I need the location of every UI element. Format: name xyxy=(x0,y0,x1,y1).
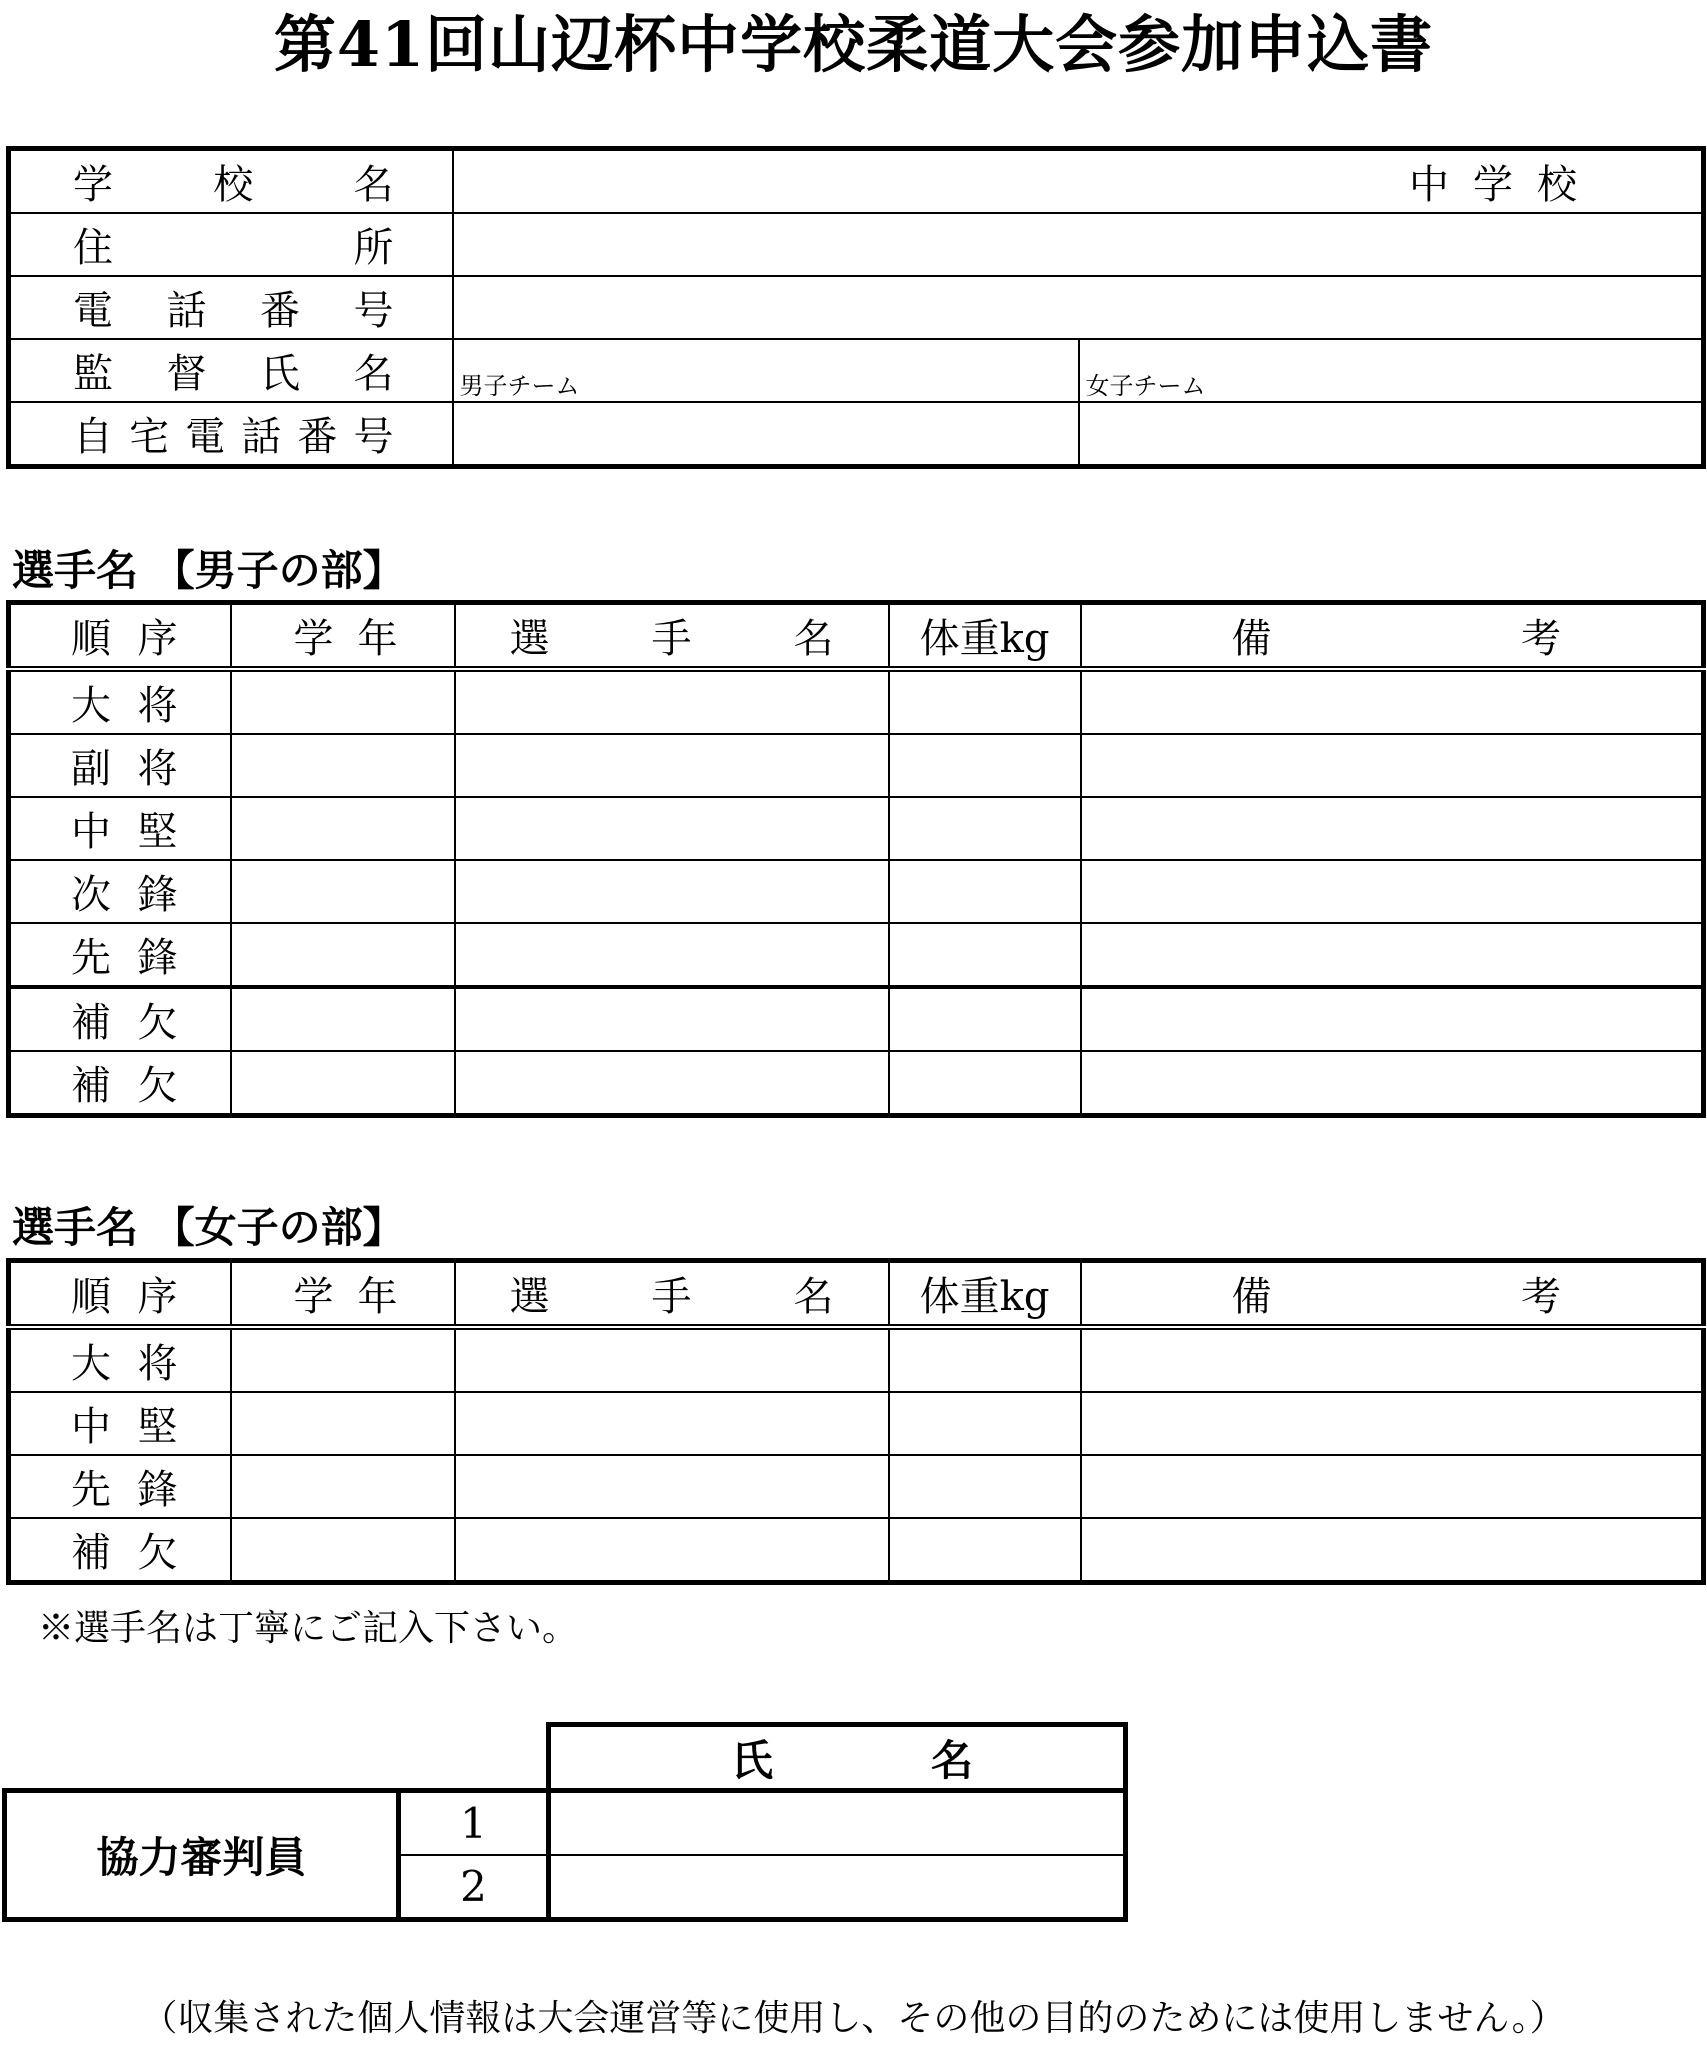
player-name-header: 選 手 名 xyxy=(455,603,889,670)
grade-field[interactable] xyxy=(231,1455,455,1518)
player-name-header: 選 手 名 xyxy=(455,1261,889,1328)
table-row xyxy=(9,734,1704,797)
player-name-field[interactable] xyxy=(455,1327,889,1392)
privacy-footer: （収集された個人情報は大会運営等に使用し、その他の目的のためには使用しません。） xyxy=(141,1998,1566,2039)
coach-row xyxy=(9,339,1704,402)
weight-field[interactable] xyxy=(889,923,1081,987)
grade-field[interactable] xyxy=(231,669,455,734)
girls-header-row xyxy=(9,1261,1704,1328)
coach-label: 監 督 氏 名 xyxy=(9,339,453,402)
address-label: 住 所 xyxy=(9,213,453,276)
referee-name-field-1[interactable] xyxy=(549,1791,1126,1856)
weight-field[interactable] xyxy=(889,797,1081,860)
grade-header: 学 年 xyxy=(231,603,455,670)
entry-note: ※選手名は丁寧にご記入下さい。 xyxy=(38,1608,579,1649)
remarks-field[interactable] xyxy=(1081,669,1704,734)
table-row xyxy=(9,1455,1704,1518)
remarks-field[interactable] xyxy=(1081,734,1704,797)
phone-row xyxy=(9,276,1704,339)
table-row xyxy=(9,1518,1704,1583)
remarks-header: 備 考 xyxy=(1081,603,1704,670)
remarks-field[interactable] xyxy=(1081,1051,1704,1116)
boys-roster-table xyxy=(6,600,1706,1118)
girls-section-heading: 選手名 【女子の部】 xyxy=(12,1203,405,1252)
remarks-field[interactable] xyxy=(1081,1455,1704,1518)
remarks-field[interactable] xyxy=(1081,923,1704,987)
referee-number-1: 1 xyxy=(399,1791,549,1856)
position-label: 副 将 xyxy=(9,734,231,797)
home-phone-label: 自 宅 電 話 番 号 xyxy=(9,402,453,467)
table-row xyxy=(9,860,1704,923)
referee-number-2: 2 xyxy=(399,1855,549,1920)
coach-girls-field[interactable]: 女子チーム xyxy=(1079,339,1704,402)
referee-name-field-2[interactable] xyxy=(549,1855,1126,1920)
remarks-field[interactable] xyxy=(1081,1518,1704,1583)
home-phone-girls-field[interactable] xyxy=(1079,402,1704,467)
school-suffix: 中学校 xyxy=(1409,162,1601,208)
player-name-field[interactable] xyxy=(455,1455,889,1518)
girls-roster-table xyxy=(6,1258,1706,1585)
coach-boys-field[interactable]: 男子チーム xyxy=(453,339,1079,402)
weight-field[interactable] xyxy=(889,1327,1081,1392)
table-row xyxy=(9,1051,1704,1116)
weight-header: 体重kg xyxy=(889,1261,1081,1328)
position-label: 先 鋒 xyxy=(9,1455,231,1518)
position-label: 中 堅 xyxy=(9,1392,231,1455)
grade-field[interactable] xyxy=(231,797,455,860)
phone-field[interactable] xyxy=(453,276,1704,339)
position-label: 補 欠 xyxy=(9,1051,231,1116)
grade-field[interactable] xyxy=(231,1327,455,1392)
weight-field[interactable] xyxy=(889,1392,1081,1455)
table-row xyxy=(9,797,1704,860)
grade-field[interactable] xyxy=(231,860,455,923)
grade-header: 学 年 xyxy=(231,1261,455,1328)
school-name-field[interactable] xyxy=(453,149,1704,214)
grade-field[interactable] xyxy=(231,1518,455,1583)
position-label: 中 堅 xyxy=(9,797,231,860)
order-header: 順 序 xyxy=(9,1261,231,1328)
player-name-field[interactable] xyxy=(455,1392,889,1455)
grade-field[interactable] xyxy=(231,734,455,797)
address-field[interactable] xyxy=(453,213,1704,276)
table-row xyxy=(9,1327,1704,1392)
position-label: 次 鋒 xyxy=(9,860,231,923)
player-name-field[interactable] xyxy=(455,797,889,860)
home-phone-boys-field[interactable] xyxy=(453,402,1079,467)
grade-field[interactable] xyxy=(231,1051,455,1116)
referee-header-row xyxy=(5,1725,1126,1791)
position-label: 大 将 xyxy=(9,669,231,734)
home-phone-row xyxy=(9,402,1704,467)
table-row xyxy=(9,923,1704,987)
order-header: 順 序 xyxy=(9,603,231,670)
referee-label: 協力審判員 xyxy=(5,1791,399,1920)
table-row xyxy=(9,1392,1704,1455)
referee-name-header: 氏 名 xyxy=(549,1725,1126,1791)
table-row xyxy=(9,669,1704,734)
boys-header-row xyxy=(9,603,1704,670)
remarks-field[interactable] xyxy=(1081,1327,1704,1392)
grade-field[interactable] xyxy=(231,1392,455,1455)
position-label: 補 欠 xyxy=(9,987,231,1051)
phone-label: 電 話 番 号 xyxy=(9,276,453,339)
table-row xyxy=(9,987,1704,1051)
weight-field[interactable] xyxy=(889,669,1081,734)
weight-field[interactable] xyxy=(889,1051,1081,1116)
player-name-field[interactable] xyxy=(455,1518,889,1583)
weight-field[interactable] xyxy=(889,1455,1081,1518)
player-name-field[interactable] xyxy=(455,987,889,1051)
player-name-field[interactable] xyxy=(455,734,889,797)
weight-header: 体重kg xyxy=(889,603,1081,670)
weight-field[interactable] xyxy=(889,987,1081,1051)
boys-section-heading: 選手名 【男子の部】 xyxy=(12,546,405,595)
player-name-field[interactable] xyxy=(455,923,889,987)
remarks-header: 備 考 xyxy=(1081,1261,1704,1328)
remarks-field[interactable] xyxy=(1081,987,1704,1051)
remarks-field[interactable] xyxy=(1081,797,1704,860)
grade-field[interactable] xyxy=(231,923,455,987)
school-name-label: 学 校 名 xyxy=(9,149,453,214)
remarks-field[interactable] xyxy=(1081,1392,1704,1455)
school-row xyxy=(9,149,1704,214)
player-name-field[interactable] xyxy=(455,860,889,923)
referee-table xyxy=(2,1722,1128,1922)
page-title: 第41回山辺杯中学校柔道大会参加申込書 xyxy=(273,8,1434,81)
school-info-table xyxy=(6,146,1706,469)
player-name-field[interactable] xyxy=(455,669,889,734)
weight-field[interactable] xyxy=(889,734,1081,797)
address-row xyxy=(9,213,1704,276)
player-name-field[interactable] xyxy=(455,1051,889,1116)
weight-field[interactable] xyxy=(889,860,1081,923)
remarks-field[interactable] xyxy=(1081,860,1704,923)
position-label: 大 将 xyxy=(9,1327,231,1392)
position-label: 先 鋒 xyxy=(9,923,231,987)
grade-field[interactable] xyxy=(231,987,455,1051)
position-label: 補 欠 xyxy=(9,1518,231,1583)
referee-row-1 xyxy=(5,1791,1126,1856)
weight-field[interactable] xyxy=(889,1518,1081,1583)
